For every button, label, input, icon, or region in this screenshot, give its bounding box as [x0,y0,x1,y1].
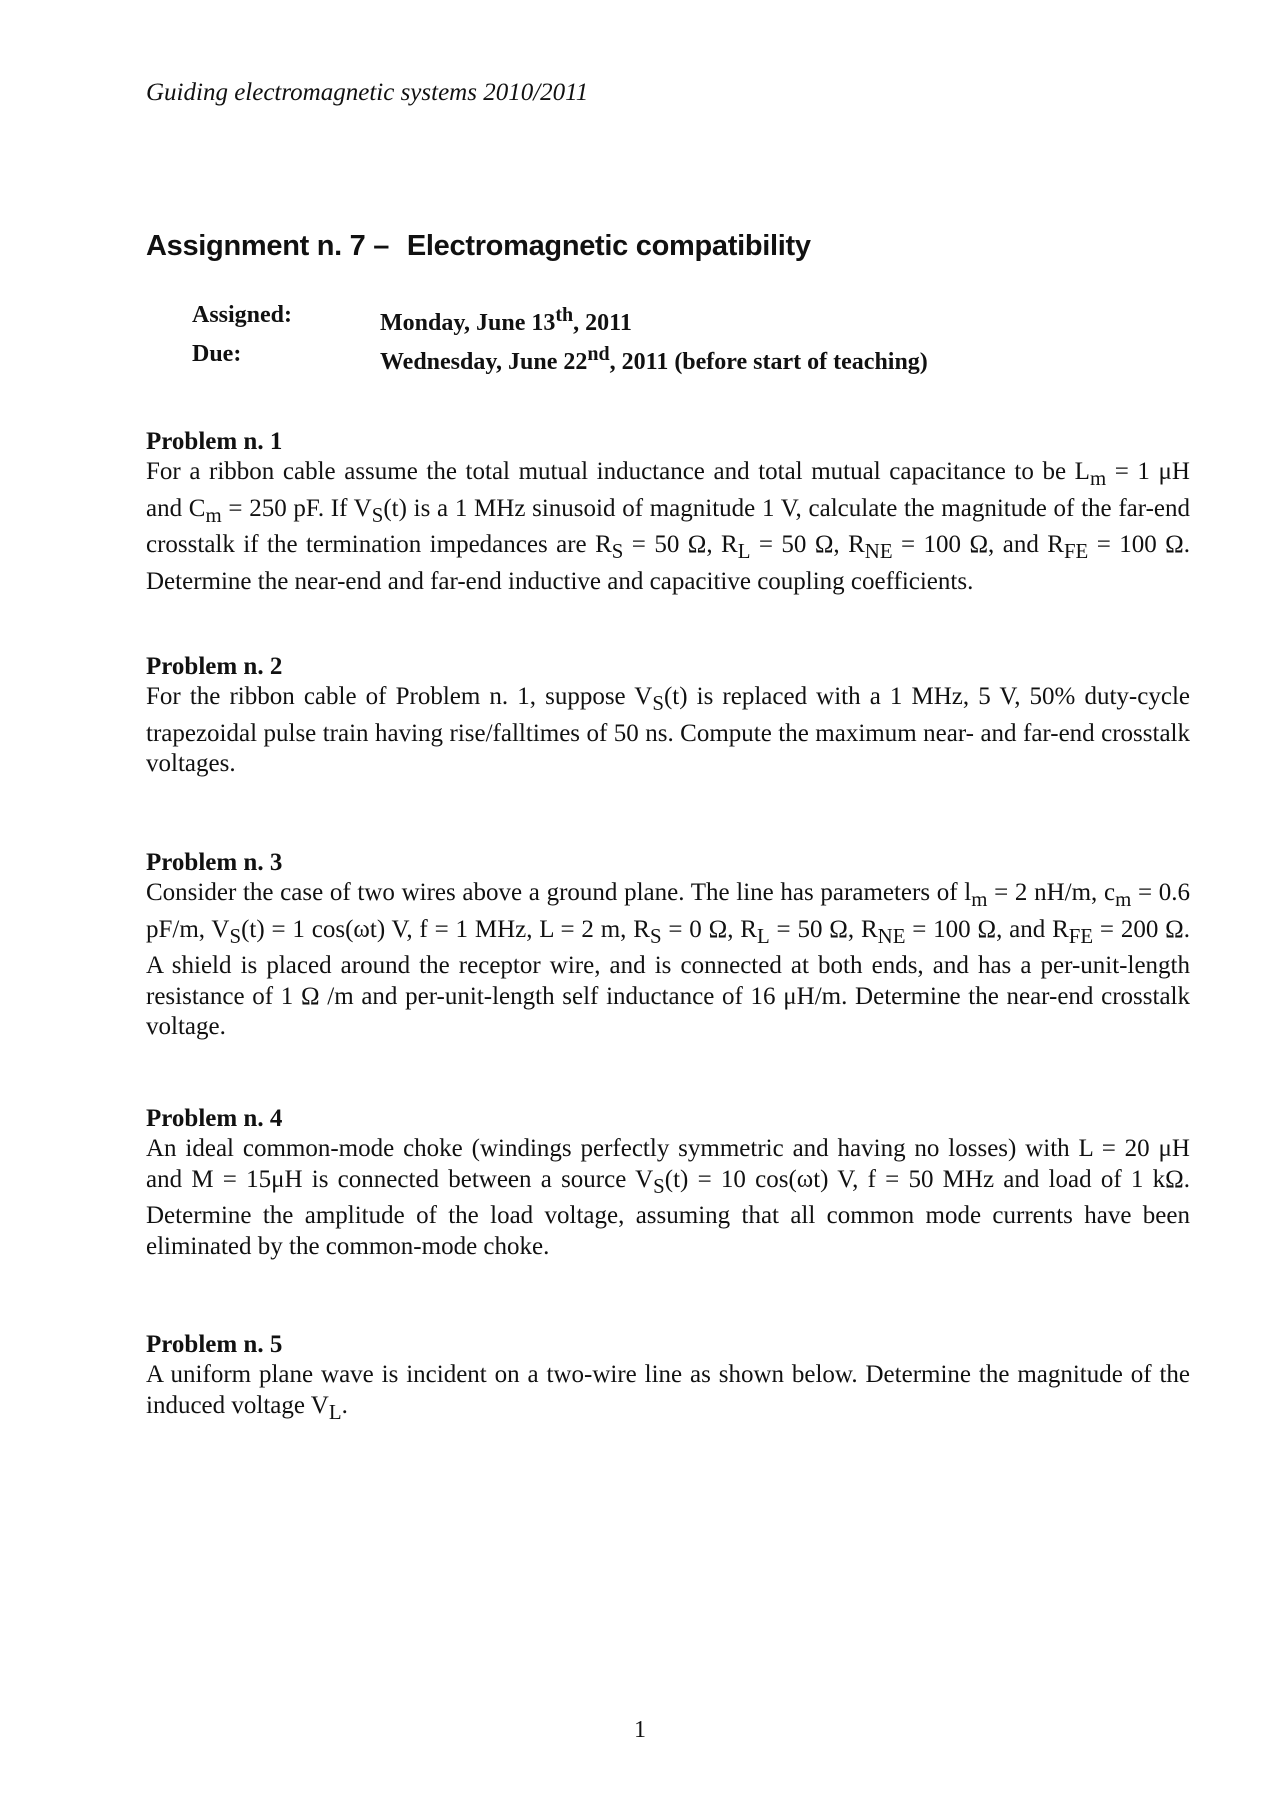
assignment-number: Assignment n. 7 [146,230,366,262]
assignment-title [146,228,811,264]
assigned-label: Assigned: [192,302,293,328]
problem-text: For the ribbon cable of Problem n. 1, suppose $V_S(t)$ is replaced with a 1 MHz, 5 V, 50% duty-cycle trapezoidal pulse train having rise/falltimes of 50 ns. Compute the maximum near- and far-end crosstalk voltages. [146,683,1190,777]
assignment-dates [192,300,928,378]
due-date-ordinal: nd [587,343,610,365]
problem-5 [146,1329,1190,1427]
problem-heading: Problem n. 1 [146,428,283,455]
assigned-date-ordinal: th [555,304,574,326]
assigned-date [380,300,632,339]
page-number: 1 [634,1717,646,1743]
running-header: Guiding electromagnetic systems 2010/2011 [146,79,589,106]
problem-heading: Problem n. 5 [146,1331,283,1358]
due-date-year: , 2011 (before start of teaching) [609,349,928,375]
problem-heading: Problem n. 2 [146,653,283,680]
due-label: Due: [192,341,242,367]
due-date-main: Wednesday, June 22 [380,349,588,375]
assigned-date-year: , 2011 [573,310,632,336]
due-date-row [192,339,928,378]
problem-heading: Problem n. 3 [146,849,283,876]
due-date [380,339,928,378]
problem-text: Consider the case of two wires above a ground plane. The line has parameters of $l_m = 2$ nH/m, $c_m = 0.6$ pF/m, $V_S(t) = 1$ cos(ωt) V, f = 1 MHz, L = 2 m, $R_S = 0$ Ω, $R_L = 50$ Ω, $R_{NE} = 100$ Ω, and $R_{FE} = 200$ Ω. A shield is placed around the receptor wire, and is connected at both ends, and has a per-unit-length resistance of 1 Ω /m and per-unit-length self inductance of 16 μH/m. Determine the near-end crosstalk voltage. [146,879,1191,1040]
problem-text: An ideal common-mode choke (windings perfectly symmetric and having no losses) with L = 20 μH and M = 15μH is connected between a source $V_S(t) = 10$ cos(ωt) V, f = 50 MHz and load of 1 kΩ. Determine the amplitude of the load voltage, assuming that all common mode currents have been eliminated by the common-mode choke. [146,1135,1190,1260]
assignment-subject: Electromagnetic compatibility [406,230,811,262]
problem-3 [146,847,1190,1043]
assigned-date-main: Monday, June 13 [380,310,556,336]
problem-text: A uniform plane wave is incident on a two-wire line as shown below. Determine the magnitude of the induced voltage $V_L$. [146,1361,1190,1424]
problem-text: For a ribbon cable assume the total mutual inductance and total mutual capacitance to be $L_m = 1$ μH and $C_m = 250$ pF. If $V_S(t)$ is a 1 MHz sinusoid of magnitude 1 V, calculate the magnitude of the far-end crosstalk if the termination impedances are $R_S = 50$ Ω, $R_L = 50$ Ω, $R_{NE} = 100$ Ω, and $R_{FE} = 100$ Ω. Determine the near-end and far-end inductive and capacitive coupling coefficients. [146,458,1191,595]
problem-heading: Problem n. 4 [146,1105,283,1132]
problem-4 [146,1103,1190,1262]
problem-2 [146,651,1190,780]
problem-1 [146,426,1190,597]
assigned-date-row [192,300,928,339]
title-separator: – [373,230,390,262]
